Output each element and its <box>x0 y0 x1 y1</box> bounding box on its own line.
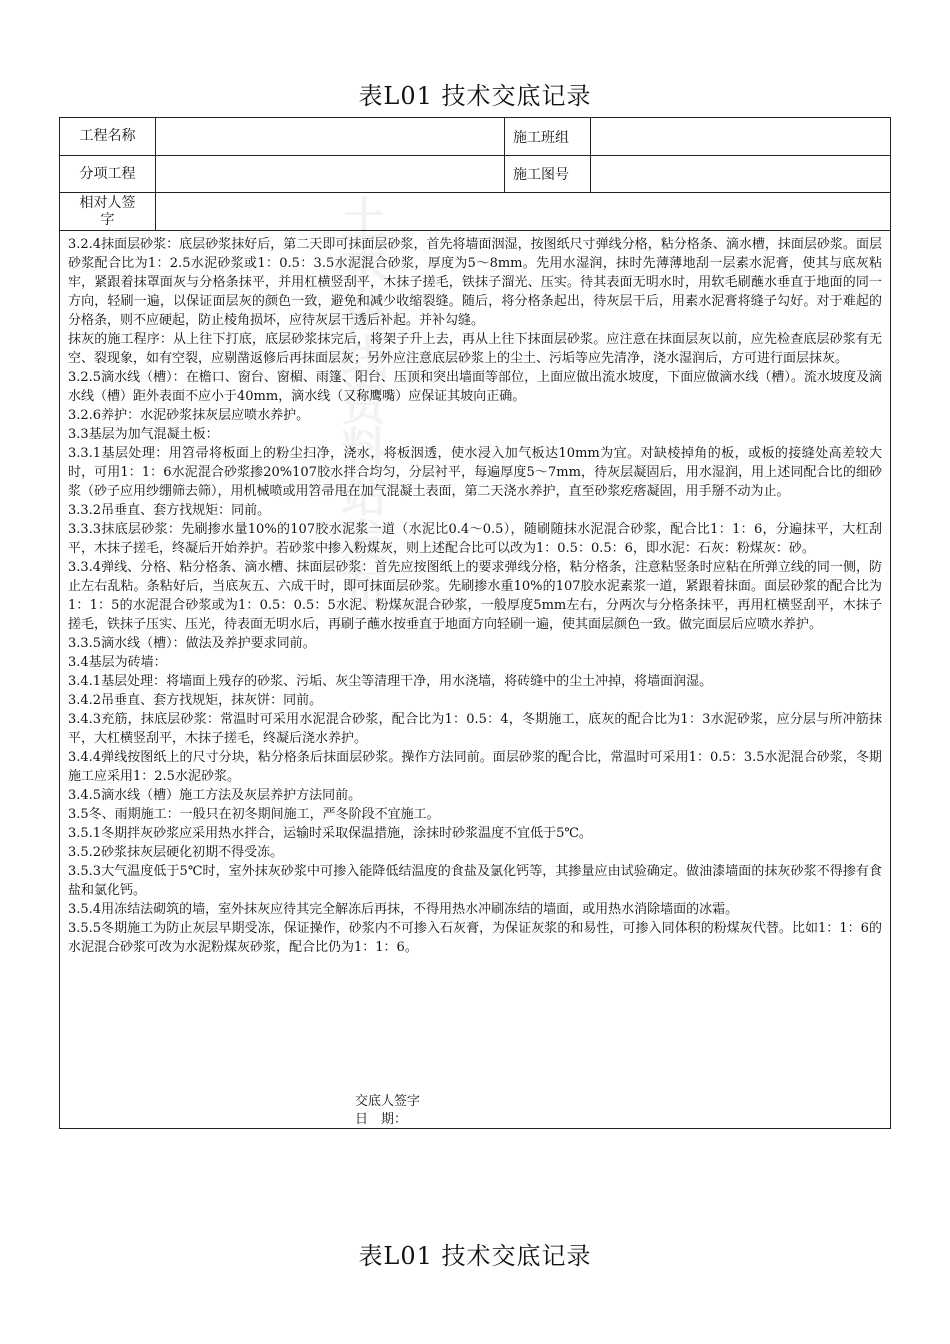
project-name-label: 工程名称 <box>60 118 156 155</box>
page-title: 表L01 技术交底记录 <box>358 82 592 110</box>
drawing-no-label: 施工图号 <box>505 156 591 192</box>
paragraph: 3.5.3大气温度低于5℃时，室外抹灰砂浆中可掺入能降低结温度的食盐及氯化钙等，其掺量应由试验确定。做油漆墙面的抹灰砂浆不得掺有食盐和氯化钙。 <box>68 864 882 898</box>
paragraph: 3.4.2吊垂直、套方找规矩，抹灰饼：同前。 <box>68 693 323 708</box>
watermark: 土木在线资料站发布 <box>334 195 388 609</box>
paragraph: 3.5.1冬期拌灰砂浆应采用热水拌合，运输时采取保温措施，涂抹时砂浆温度不宜低于5℃。 <box>68 826 592 841</box>
paragraph: 3.3.4弹线、分格、粘分格条、滴水槽、抹面层砂浆：首先应按图纸上的要求弹线分格，粘分格条，注意粘竖条时应粘在所弹立线的同一侧，防止左右乱粘。条粘好后，当底灰五、六成干时，即可抹面层砂浆。先刷掺水重10%的107胶水泥素浆一道，紧跟着抹面。面层砂浆的配合比为1：1：5的水泥混合砂浆或为1：0.5：0.5：5水泥、粉煤灰混合砂浆，一般厚度5mm左右，分两次与分格条抹平，再用杠横竖刮平，木抹子搓毛，铁抹子压实、压光，待表面无明水后，再刷子蘸水按垂直于地面方向轻刷一遍，使其面层颜色一致。做完面层后应喷水养护。 <box>68 560 882 632</box>
briefing-content <box>60 231 890 957</box>
paragraph: 3.3.5滴水线（槽）：做法及养护要求同前。 <box>68 636 316 651</box>
paragraph: 3.3.1基层处理：用笤帚将板面上的粉尘扫净，浇水，将板洇透，使水浸入加气板达10mm为宜。对缺棱掉角的板，或板的接缝处高差较大时，可用1：1：6水泥混合砂浆掺20%107胶水拌合均匀，分层衬平，每遍厚度5～7mm，待灰层凝固后，用水湿润，用上述同配合比的细砂浆（砂子应用纱绷筛去筛），用机械喷或用笤帚甩在加气混凝土表面，第二天浇水养护，直至砂浆疙瘩凝固，用手掰不动为止。 <box>68 446 882 499</box>
paragraph: 3.4.5滴水线（槽）施工方法及灰层养护方法同前。 <box>68 788 362 803</box>
paragraph: 3.5冬、雨期施工：一般只在初冬期间施工，严冬阶段不宜施工。 <box>68 807 440 822</box>
presenter-sign-label[interactable]: 交底人签字 <box>355 1094 421 1109</box>
paragraph: 3.3.2吊垂直、套方找规矩：同前。 <box>68 503 271 518</box>
counterpart-sign-label: 相对人签字 <box>60 193 156 230</box>
sub-project-label: 分项工程 <box>60 156 156 192</box>
row-counterpart-sign <box>60 193 890 231</box>
next-page-title: 表L01 技术交底记录 <box>358 1242 592 1270</box>
paragraph: 抹灰的施工程序：从上往下打底，底层砂浆抹完后，将架子升上去，再从上往下抹面层砂浆。应注意在抹面层灰以前，应先检查底层砂浆有无空、裂现象，如有空裂，应剔凿返修后再抹面层灰；另外应注意底层砂浆上的尘土、污垢等应先清净，浇水湿润后，方可进行面层抹灰。 <box>68 332 882 366</box>
row-project-name <box>60 118 890 156</box>
paragraph: 3.2.5滴水线（槽）：在檐口、窗台、窗楣、雨篷、阳台、压顶和突出墙面等部位，上面应做出流水坡度，下面应做滴水线（槽）。流水坡度及滴水线（槽）距外表面不应小于40mm，滴水线（又称鹰嘴）应保证其坡向正确。 <box>68 370 882 404</box>
paragraph: 3.5.2砂浆抹灰层硬化初期不得受冻。 <box>68 845 284 860</box>
sub-project-field[interactable] <box>156 156 505 192</box>
paragraph: 3.4.1基层处理：将墙面上残存的砂浆、污垢、灰尘等清理干净，用水浇墙，将砖缝中的尘土冲掉，将墙面润湿。 <box>68 674 713 689</box>
counterpart-sign-field[interactable] <box>156 193 890 230</box>
paragraph: 3.5.4用冻结法砌筑的墙，室外抹灰应待其完全解冻后再抹，不得用热水冲刷冻结的墙面，或用热水消除墙面的冰霜。 <box>68 902 739 917</box>
paragraph: 3.4.3充筋，抹底层砂浆：常温时可采用水泥混合砂浆，配合比为1：0.5：4，冬期施工，底灰的配合比为1：3水泥砂浆，应分层与所冲筋抹平，大杠横竖刮平，木抹子搓毛，终凝后浇水养护。 <box>68 712 882 746</box>
paragraph: 3.4基层为砖墙： <box>68 655 167 670</box>
team-field[interactable] <box>591 118 890 155</box>
team-label: 施工班组 <box>505 118 591 155</box>
paragraph: 3.3基层为加气混凝土板： <box>68 427 219 442</box>
paragraph: 3.4.4弹线按图纸上的尺寸分块，粘分格条后抹面层砂浆。操作方法同前。面层砂浆的配合比，常温时可采用1：0.5：3.5水泥混合砂浆，冬期施工应采用1：2.5水泥砂浆。 <box>68 750 882 784</box>
paragraph: 3.2.6养护：水泥砂浆抹灰层应喷水养护。 <box>68 408 310 423</box>
tech-briefing-form <box>59 117 891 1129</box>
row-sub-project <box>60 156 890 193</box>
paragraph: 3.5.5冬期施工为防止灰层早期受冻，保证操作，砂浆内不可掺入石灰膏，为保证灰浆的和易性，可掺入同体积的粉煤灰代替。比如1：1：6的水泥混合砂浆可改为水泥粉煤灰砂浆，配合比仍为1：1：6。 <box>68 921 882 955</box>
project-name-field[interactable] <box>156 118 505 155</box>
drawing-no-field[interactable] <box>591 156 890 192</box>
date-label[interactable]: 日 期： <box>355 1112 408 1127</box>
paragraph: 3.2.4抹面层砂浆：底层砂浆抹好后，第二天即可抹面层砂浆，首先将墙面洇湿，按图纸尺寸弹线分格，粘分格条、滴水槽，抹面层砂浆。面层砂浆配合比为1：2.5水泥砂浆或1：0.5：3.5水泥混合砂浆，厚度为5～8mm。先用水湿润，抹时先薄薄地刮一层素水泥膏，使其与底灰粘牢，紧跟着抹罩面灰与分格条抹平，并用杠横竖刮平，木抹子搓毛，铁抹子溜光、压实。待其表面无明水时，用软毛刷蘸水垂直于地面的同一方向，轻刷一遍，以保证面层灰的颜色一致，避免和减少收缩裂缝。随后，将分格条起出，待灰层干后，用素水泥膏将缝子勾好。对于难起的分格条，则不应硬起，防止棱角损坏，应待灰层干透后补起。并补勾缝。 <box>68 237 882 328</box>
paragraph: 3.3.3抹底层砂浆：先刷掺水量10%的107胶水泥浆一道（水泥比0.4～0.5），随刷随抹水泥混合砂浆，配合比1：1：6，分遍抹平，大杠刮平，木抹子搓毛，终凝后开始养护。若砂浆中掺入粉煤灰，则上述配合比可以改为1：0.5：0.5：6，即水泥：石灰：粉煤灰：砂。 <box>68 522 882 556</box>
